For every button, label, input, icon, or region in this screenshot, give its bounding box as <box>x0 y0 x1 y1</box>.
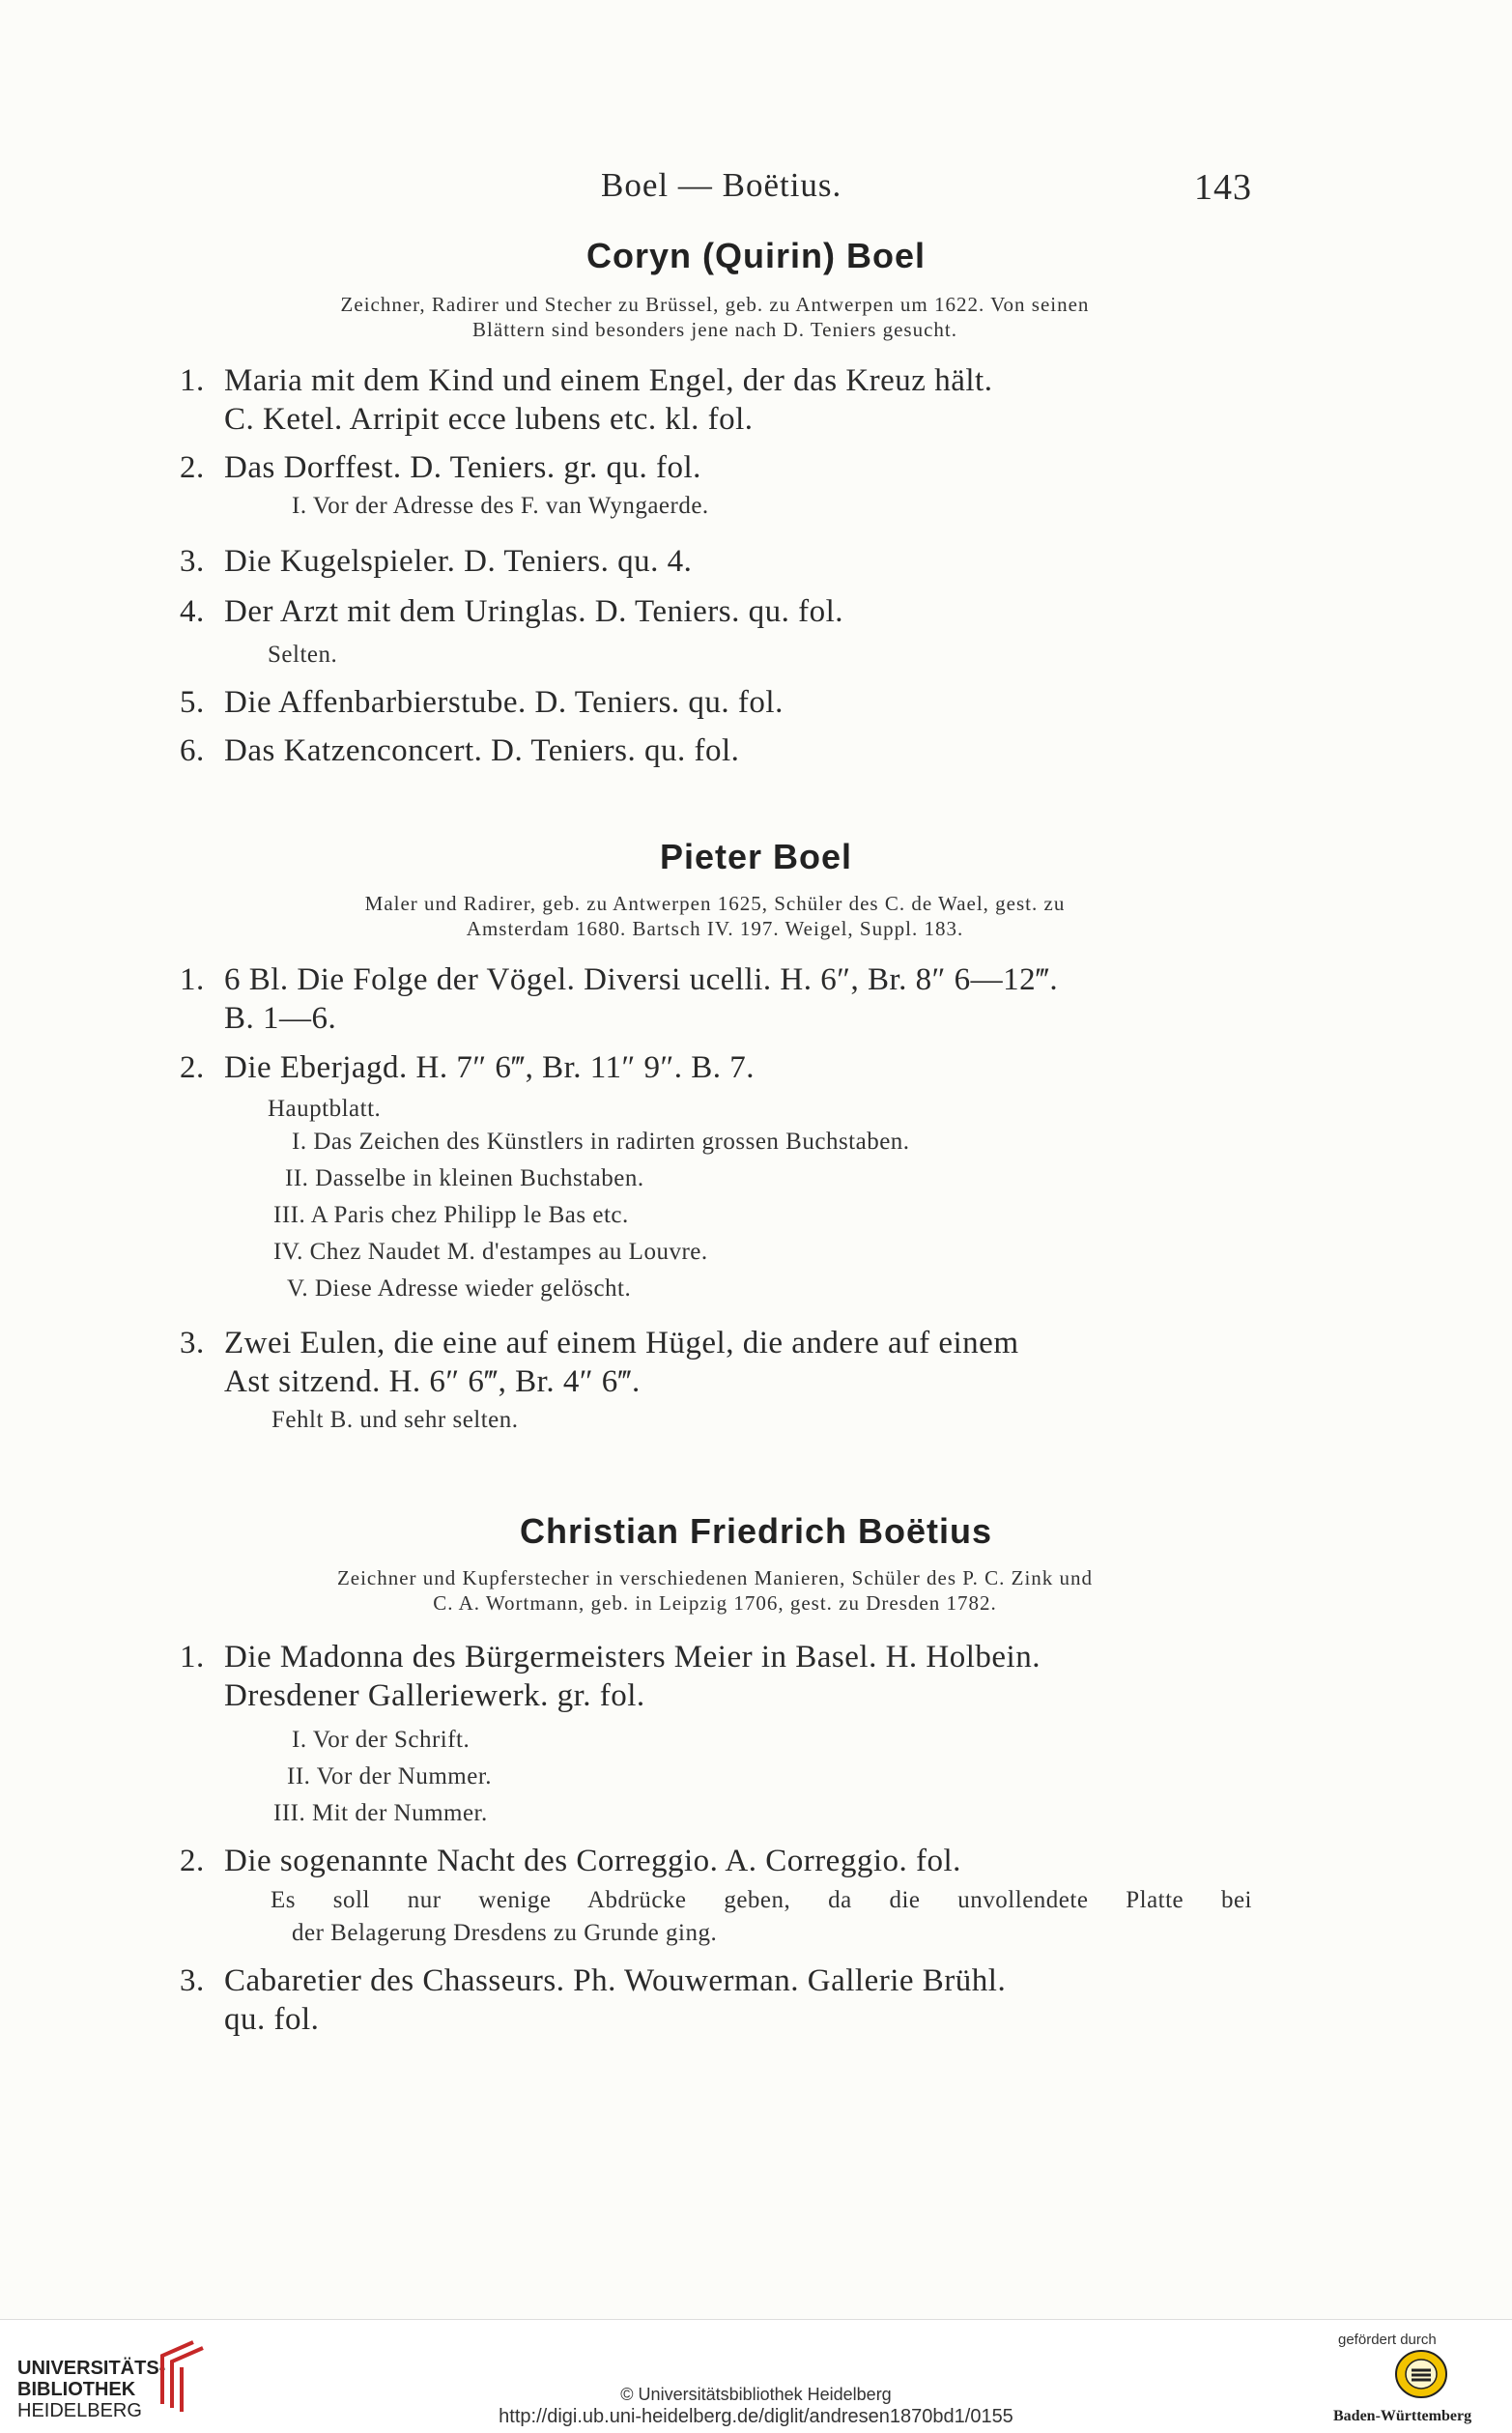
list-item: 2. Die sogenannte Nacht des Correggio. A. Correggio. fol. <box>180 1844 961 1878</box>
note: Es soll nur wenige Abdrücke geben, da die unvollendete Platte bei <box>271 1887 1252 1913</box>
note: I. Vor der Schrift. <box>292 1727 471 1753</box>
note: I. Vor der Adresse des F. van Wyngaerde. <box>292 493 709 519</box>
section-intro: Maler und Radirer, geb. zu Antwerpen 1625, Schüler des C. de Wael, gest. zu Amsterdam 1680. Bartsch IV. 197. Weigel, Suppl. 183. <box>364 892 1066 940</box>
library-logo-text: UNIVERSITÄTS- BIBLIOTHEK HEIDELBERG <box>17 2358 166 2421</box>
section-title: Pieter Boel <box>659 837 853 876</box>
note: V. Diese Adresse wieder gelöscht. <box>287 1275 632 1302</box>
copyright-text: © Universitätsbibliothek Heidelberg <box>620 2385 892 2404</box>
state-seal-icon <box>1394 2349 1448 2399</box>
list-item: 4. Der Arzt mit dem Uringlas. D. Teniers. qu. fol. <box>180 594 844 629</box>
note: III. Mit der Nummer. <box>273 1800 488 1826</box>
page-number: 143 <box>1194 167 1252 208</box>
section-title: Christian Friedrich Boëtius <box>519 1511 993 1551</box>
list-item: 3. Zwei Eulen, die eine auf einem Hügel, die andere auf einem Ast sitzend. H. 6″ 6‴, Br. 4″ 6‴. <box>180 1326 1019 1399</box>
list-item: 2. Die Eberjagd. H. 7″ 6‴, Br. 11″ 9″. B. 7. <box>180 1050 756 1085</box>
note: Hauptblatt. <box>268 1096 382 1122</box>
note: II. Dasselbe in kleinen Buchstaben. <box>285 1165 644 1191</box>
list-item: 2. Das Dorffest. D. Teniers. gr. qu. fol. <box>180 450 701 485</box>
note: IV. Chez Naudet M. d'estampes au Louvre. <box>273 1239 708 1265</box>
note: Selten. <box>268 642 338 668</box>
list-item: 3. Cabaretier des Chasseurs. Ph. Wouwerman. Gallerie Brühl. qu. fol. <box>180 1963 1007 2037</box>
source-url[interactable]: http://digi.ub.uni-heidelberg.de/diglit/andresen1870bd1/0155 <box>499 2406 1013 2427</box>
list-item: 5. Die Affenbarbierstube. D. Teniers. qu. fol. <box>180 685 784 720</box>
list-item: 1. Maria mit dem Kind und einem Engel, der das Kreuz hält. C. Ketel. Arripit ecce lubens etc. kl. fol. <box>180 363 993 437</box>
running-title: Boel — Boëtius. <box>601 166 842 204</box>
list-item: 6. Das Katzenconcert. D. Teniers. qu. fol. <box>180 733 740 768</box>
list-item: 1. 6 Bl. Die Folge der Vögel. Diversi ucelli. H. 6″, Br. 8″ 6—12‴. B. 1—6. <box>180 962 1059 1036</box>
note: der Belagerung Dresdens zu Grunde ging. <box>292 1920 718 1946</box>
section-intro: Zeichner und Kupferstecher in verschiedenen Manieren, Schüler des P. C. Zink und C. A. Wortmann, geb. in Leipzig 1706, gest. zu Dresden 1782. <box>336 1566 1094 1615</box>
section-intro: Zeichner, Radirer und Stecher zu Brüssel, geb. zu Antwerpen um 1622. Von seinen Blättern sind besonders jene nach D. Teniers gesucht. <box>340 293 1090 341</box>
note: Fehlt B. und sehr selten. <box>271 1407 519 1433</box>
list-item: 1. Die Madonna des Bürgermeisters Meier in Basel. H. Holbein. Dresdener Galleriewerk. gr. fol. <box>180 1640 1041 1713</box>
note: III. A Paris chez Philipp le Bas etc. <box>273 1202 629 1228</box>
note: II. Vor der Nummer. <box>287 1763 493 1789</box>
note: I. Das Zeichen des Künstlers in radirten grossen Buchstaben. <box>292 1129 910 1155</box>
section-title: Coryn (Quirin) Boel <box>586 236 926 275</box>
funded-by-label: gefördert durch <box>1338 2332 1437 2348</box>
funder-name: Baden-Württemberg <box>1333 2408 1472 2424</box>
list-item: 3. Die Kugelspieler. D. Teniers. qu. 4. <box>180 544 693 579</box>
